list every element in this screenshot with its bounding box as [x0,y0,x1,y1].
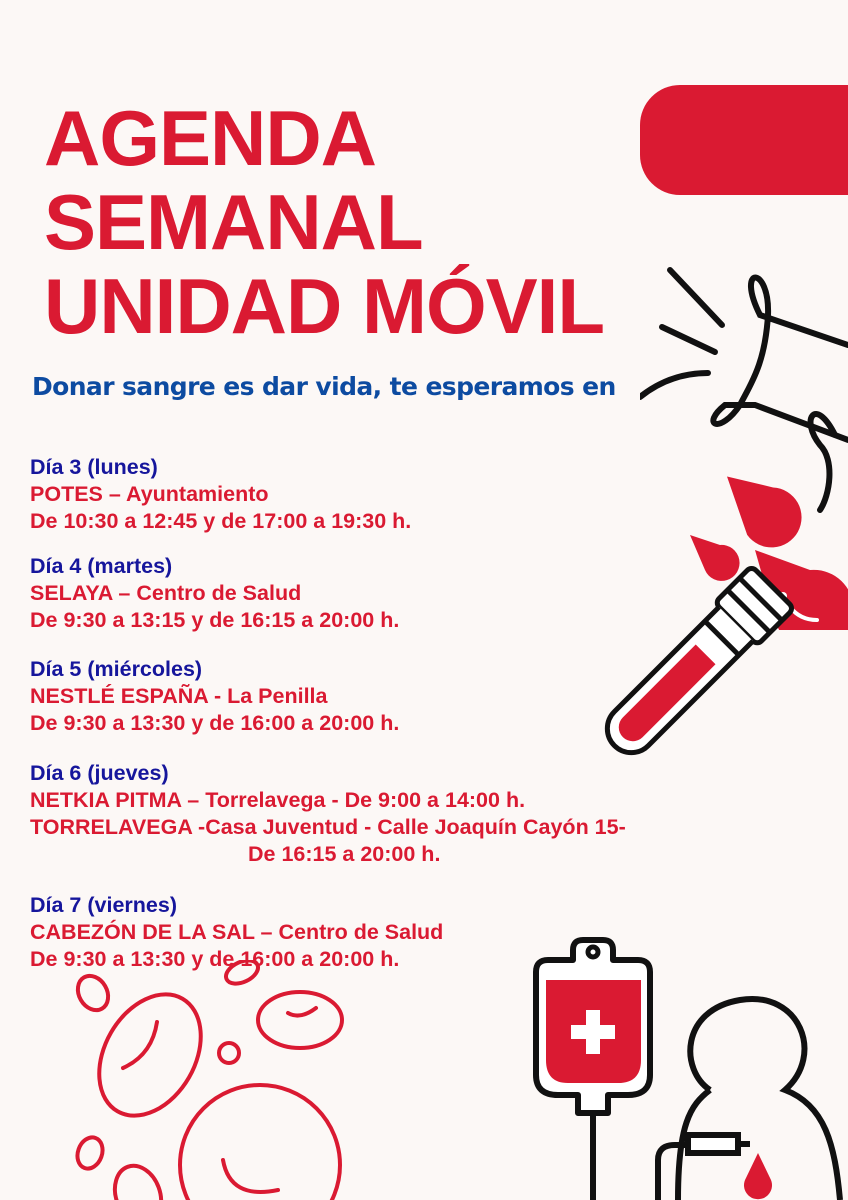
hours: De 10:30 a 12:45 y de 17:00 a 19:30 h. [30,509,412,533]
title-line-3: UNIDAD MÓVIL [44,262,604,350]
day-label: Día 5 (miércoles) [30,657,203,681]
test-tube-icon [585,560,805,770]
location-2: TORRELAVEGA -Casa Juventud - Calle Joaquín Cayón 15- [30,815,626,839]
day-label: Día 4 (martes) [30,554,173,578]
donor-person-icon [650,985,848,1200]
blood-cells-icon [60,960,400,1200]
blood-bag-icon [528,935,658,1200]
day-label: Día 7 (viernes) [30,893,177,917]
subtitle: Donar sangre es dar vida, te esperamos en [32,372,616,401]
location: CABEZÓN DE LA SAL – Centro de Salud [30,920,444,944]
location: NESTLÉ ESPAÑA - La Penilla [30,684,328,708]
title-line-1: AGENDA [44,94,377,182]
schedule-entry-day-3 [30,454,411,535]
schedule-entry-day-4 [30,553,399,634]
schedule-entry-day-6 [30,760,626,868]
hours: De 9:30 a 13:15 y de 16:15 a 20:00 h. [30,608,400,632]
title-line-2: SEMANAL [44,178,423,266]
hours: De 9:30 a 13:30 y de 16:00 a 20:00 h. [30,947,400,971]
day-label: Día 6 (jueves) [30,761,169,785]
hours: De 16:15 a 20:00 h. [248,842,441,866]
hours: De 9:30 a 13:30 y de 16:00 a 20:00 h. [30,711,400,735]
location-1: NETKIA PITMA – Torrelavega - De 9:00 a 14:00 h. [30,788,526,812]
day-label: Día 3 (lunes) [30,455,158,479]
schedule-entry-day-5 [30,656,399,737]
page-title [44,96,604,348]
red-pill-banner [640,85,848,195]
location: POTES – Ayuntamiento [30,482,269,506]
location: SELAYA – Centro de Salud [30,581,302,605]
